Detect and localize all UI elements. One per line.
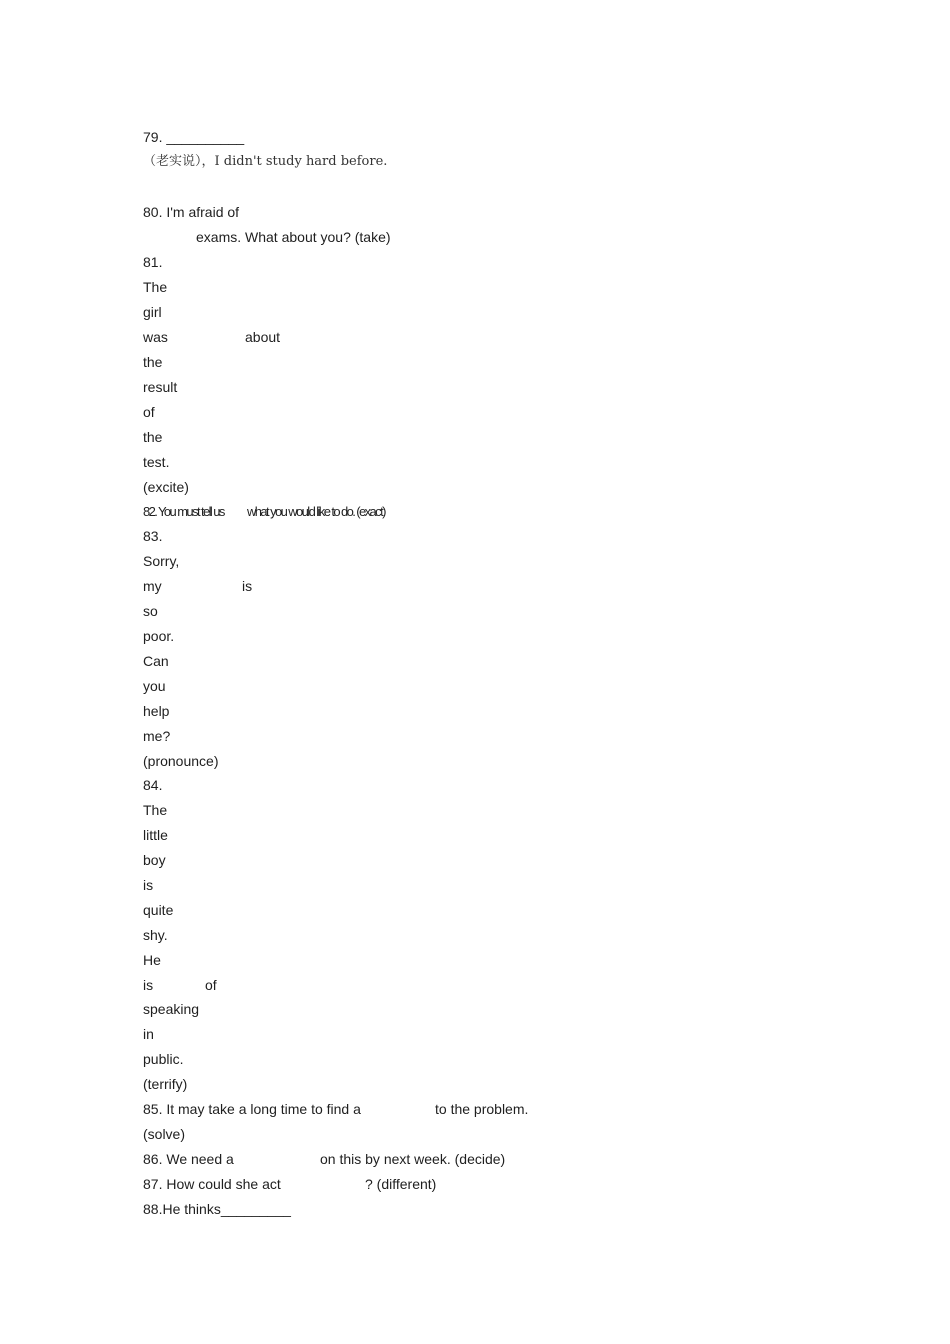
- q85-after: to the problem.: [435, 1101, 529, 1117]
- q87-after: ? (different): [365, 1176, 437, 1192]
- q83-word: so: [143, 603, 158, 619]
- q83-word: 83.: [143, 528, 163, 544]
- q84-word: (terrify): [143, 1076, 188, 1092]
- q84-word: is: [143, 877, 154, 893]
- q80-line1: 80. I'm afraid of: [143, 204, 240, 220]
- q83-word: poor.: [143, 628, 175, 644]
- q84-word: 84.: [143, 777, 163, 793]
- q84-word: shy.: [143, 927, 168, 943]
- q84-word: little: [143, 827, 168, 843]
- q88-text: 88.He thinks_________: [143, 1201, 291, 1217]
- q84-word: public.: [143, 1051, 184, 1067]
- q83-word: my: [143, 578, 162, 594]
- q81-word: test.: [143, 454, 170, 470]
- q79-number: 79. __________: [143, 129, 245, 145]
- q83-after-blank: is: [242, 578, 253, 594]
- q81-word: was: [143, 329, 168, 345]
- q84-word: He: [143, 952, 161, 968]
- q83-word: help: [143, 703, 170, 719]
- q83-word: Sorry,: [143, 553, 180, 569]
- q87-before: 87. How could she act: [143, 1176, 281, 1192]
- q79-hint-line: （老实说），I didn't study hard before.: [143, 154, 388, 169]
- q84-word: The: [143, 802, 168, 818]
- q81-word: result: [143, 379, 178, 395]
- q85-before: 85. It may take a long time to find a: [143, 1101, 361, 1117]
- q81-word: 81.: [143, 254, 163, 270]
- q84-word: is: [143, 977, 154, 993]
- q81-word: of: [143, 404, 155, 420]
- q84-word: quite: [143, 902, 174, 918]
- q81-word: The: [143, 279, 168, 295]
- q84-after-blank: of: [205, 977, 217, 993]
- q81-word: girl: [143, 304, 162, 320]
- q82-before: 82. You must tell us: [143, 504, 224, 519]
- q83-word: you: [143, 678, 166, 694]
- q81-word: the: [143, 429, 163, 445]
- q86-before: 86. We need a: [143, 1151, 234, 1167]
- q81-word: (excite): [143, 479, 189, 495]
- q83-word: Can: [143, 653, 169, 669]
- q86-after: on this by next week. (decide): [320, 1151, 506, 1167]
- q80-line2: exams. What about you? (take): [196, 229, 391, 245]
- q84-word: speaking: [143, 1001, 200, 1017]
- q82-after: what you would like to do. (exact): [247, 504, 385, 519]
- q81-after-blank: about: [245, 329, 281, 345]
- q85-hint: (solve): [143, 1126, 186, 1142]
- q84-word: boy: [143, 852, 166, 868]
- q84-word: in: [143, 1026, 154, 1042]
- q83-word: (pronounce): [143, 753, 219, 769]
- q81-word: the: [143, 354, 163, 370]
- q83-word: me?: [143, 728, 171, 744]
